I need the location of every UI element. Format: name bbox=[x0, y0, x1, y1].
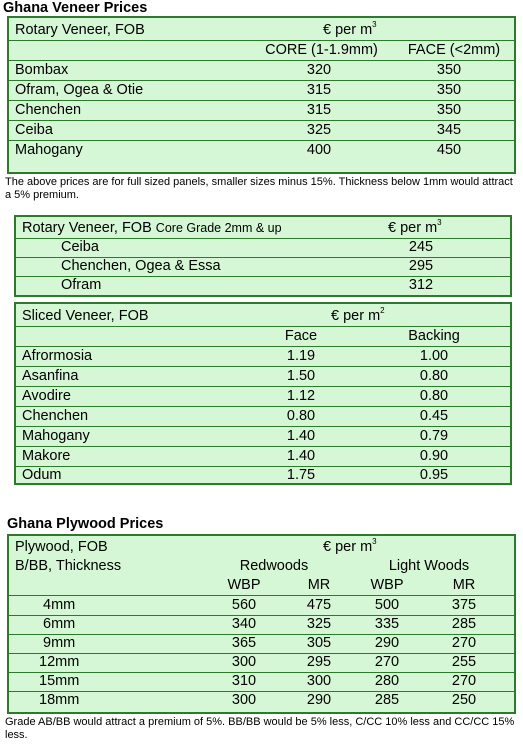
price: 290 bbox=[374, 635, 400, 651]
species-name: Mahogany bbox=[22, 428, 90, 444]
rotary-veneer-table bbox=[7, 16, 516, 174]
core-price: 315 bbox=[306, 102, 332, 118]
col-mr: MR bbox=[307, 577, 331, 593]
col-face: Face bbox=[284, 328, 318, 344]
group-header-row bbox=[9, 557, 514, 576]
price: 285 bbox=[451, 616, 477, 632]
backing-price: 0.80 bbox=[419, 368, 449, 384]
backing-price: 0.79 bbox=[419, 428, 449, 444]
price: 365 bbox=[231, 635, 257, 651]
table-row bbox=[16, 276, 510, 295]
backing-price: 0.95 bbox=[419, 467, 449, 483]
col-wbp: WBP bbox=[370, 577, 404, 593]
plywood-note: Grade AB/BB would attract a premium of 5%. BB/BB would be 5% less, C/CC 10% less and CC/CC 15% less. bbox=[5, 716, 515, 741]
thickness: 15mm bbox=[39, 673, 80, 689]
core-price: 325 bbox=[306, 122, 332, 138]
plywood-table bbox=[7, 534, 516, 714]
price: 270 bbox=[451, 673, 477, 689]
sliced-veneer-table bbox=[14, 302, 512, 485]
species-name: Ceiba bbox=[15, 122, 53, 138]
thickness-label: B/BB, Thickness bbox=[15, 558, 122, 574]
face-price: 1.40 bbox=[286, 428, 316, 444]
table-row bbox=[9, 615, 514, 635]
table-header-row bbox=[9, 538, 514, 557]
backing-price: 0.80 bbox=[419, 388, 449, 404]
table-row bbox=[16, 466, 510, 485]
species-name: Ceiba bbox=[61, 239, 99, 255]
species-name: Odum bbox=[22, 467, 62, 483]
face-price: 1.19 bbox=[286, 348, 316, 364]
price: 295 bbox=[306, 654, 332, 670]
backing-price: 1.00 bbox=[419, 348, 449, 364]
species-name: Chenchen bbox=[15, 102, 82, 118]
plywood-title: Ghana Plywood Prices bbox=[7, 516, 164, 532]
core-grade-table bbox=[14, 215, 512, 297]
table-row bbox=[16, 427, 510, 447]
price: 500 bbox=[374, 597, 400, 613]
price: 270 bbox=[374, 654, 400, 670]
table-row bbox=[16, 367, 510, 387]
face-price: 1.75 bbox=[286, 467, 316, 483]
price: 285 bbox=[374, 692, 400, 708]
price: 300 bbox=[231, 692, 257, 708]
col-mr: MR bbox=[452, 577, 476, 593]
face-price: 1.40 bbox=[286, 448, 316, 464]
unit-label: € per $m^3$ bbox=[388, 218, 442, 236]
unit-label: € per $m^3$ bbox=[323, 20, 377, 38]
unit-label: € per $m^2$ bbox=[331, 306, 385, 324]
species-name: Afrormosia bbox=[22, 348, 93, 364]
rotary-note: The above prices are for full sized panels, smaller sizes minus 15%. Thickness below 1mm would attract a 5% premium. bbox=[5, 176, 513, 201]
price: 325 bbox=[306, 616, 332, 632]
price: 560 bbox=[231, 597, 257, 613]
species-name: Makore bbox=[22, 448, 71, 464]
group-light-woods: Light Woods bbox=[388, 558, 470, 574]
species-name: Asanfina bbox=[22, 368, 79, 384]
face-price: 450 bbox=[436, 142, 462, 158]
face-price: 350 bbox=[436, 62, 462, 78]
col-core: CORE (1-1.9mm) bbox=[265, 42, 378, 58]
sliced-label: Sliced Veneer, FOB bbox=[22, 308, 149, 324]
core-price: 400 bbox=[306, 142, 332, 158]
face-price: 1.50 bbox=[286, 368, 316, 384]
column-header-row bbox=[9, 576, 514, 596]
veneer-title: Ghana Veneer Prices bbox=[3, 0, 148, 16]
table-header-row bbox=[16, 219, 510, 239]
price: 280 bbox=[374, 673, 400, 689]
core-price: 315 bbox=[306, 82, 332, 98]
col-backing: Backing bbox=[408, 328, 460, 344]
price: 300 bbox=[306, 673, 332, 689]
face-price: 350 bbox=[436, 102, 462, 118]
column-header-row bbox=[9, 41, 514, 61]
thickness: 18mm bbox=[39, 692, 80, 708]
table-row bbox=[9, 121, 514, 141]
table-header-row bbox=[9, 21, 514, 41]
table-row bbox=[16, 347, 510, 367]
table-row bbox=[9, 596, 514, 616]
thickness: 12mm bbox=[39, 654, 80, 670]
species-name: Chenchen bbox=[22, 408, 89, 424]
plywood-label: Plywood, FOB bbox=[15, 539, 108, 555]
table-row bbox=[9, 61, 514, 81]
price: 290 bbox=[306, 692, 332, 708]
table-row bbox=[16, 387, 510, 407]
price: 295 bbox=[408, 258, 434, 274]
price: 475 bbox=[306, 597, 332, 613]
price: 310 bbox=[231, 673, 257, 689]
species-name: Mahogany bbox=[15, 142, 83, 158]
price: 250 bbox=[451, 692, 477, 708]
species-name: Ofram bbox=[61, 277, 102, 293]
table-row bbox=[9, 653, 514, 673]
unit-label: € per $m^3$ bbox=[323, 537, 377, 555]
core-label: Rotary Veneer, FOB Core Grade 2mm & up bbox=[22, 220, 282, 236]
table-row bbox=[16, 407, 510, 427]
table-row bbox=[16, 257, 510, 277]
face-price: 350 bbox=[436, 82, 462, 98]
price: 340 bbox=[231, 616, 257, 632]
table-row bbox=[16, 238, 510, 258]
price: 245 bbox=[408, 239, 434, 255]
table-row bbox=[9, 101, 514, 121]
price: 305 bbox=[306, 635, 332, 651]
price: 255 bbox=[451, 654, 477, 670]
rotary-label: Rotary Veneer, FOB bbox=[15, 22, 145, 38]
species-name: Chenchen, Ogea & Essa bbox=[61, 258, 221, 274]
col-face: FACE (<2mm) bbox=[407, 42, 501, 58]
table-row bbox=[9, 81, 514, 101]
species-name: Avodire bbox=[22, 388, 71, 404]
price: 375 bbox=[451, 597, 477, 613]
table-row bbox=[16, 447, 510, 467]
face-price: 345 bbox=[436, 122, 462, 138]
table-row bbox=[9, 691, 514, 710]
price: 335 bbox=[374, 616, 400, 632]
core-price: 320 bbox=[306, 62, 332, 78]
face-price: 1.12 bbox=[286, 388, 316, 404]
table-row bbox=[9, 634, 514, 654]
table-row bbox=[9, 141, 514, 160]
thickness: 4mm bbox=[43, 597, 76, 613]
species-name: Bombax bbox=[15, 62, 69, 78]
face-price: 0.80 bbox=[286, 408, 316, 424]
backing-price: 0.45 bbox=[419, 408, 449, 424]
price: 312 bbox=[408, 277, 434, 293]
price: 300 bbox=[231, 654, 257, 670]
species-name: Ofram, Ogea & Otie bbox=[15, 82, 144, 98]
table-row bbox=[9, 672, 514, 692]
table-header-row bbox=[16, 307, 510, 327]
thickness: 6mm bbox=[43, 616, 76, 632]
group-redwoods: Redwoods bbox=[239, 558, 309, 574]
column-header-row bbox=[16, 327, 510, 347]
thickness: 9mm bbox=[43, 635, 76, 651]
price: 270 bbox=[451, 635, 477, 651]
backing-price: 0.90 bbox=[419, 448, 449, 464]
col-wbp: WBP bbox=[227, 577, 261, 593]
